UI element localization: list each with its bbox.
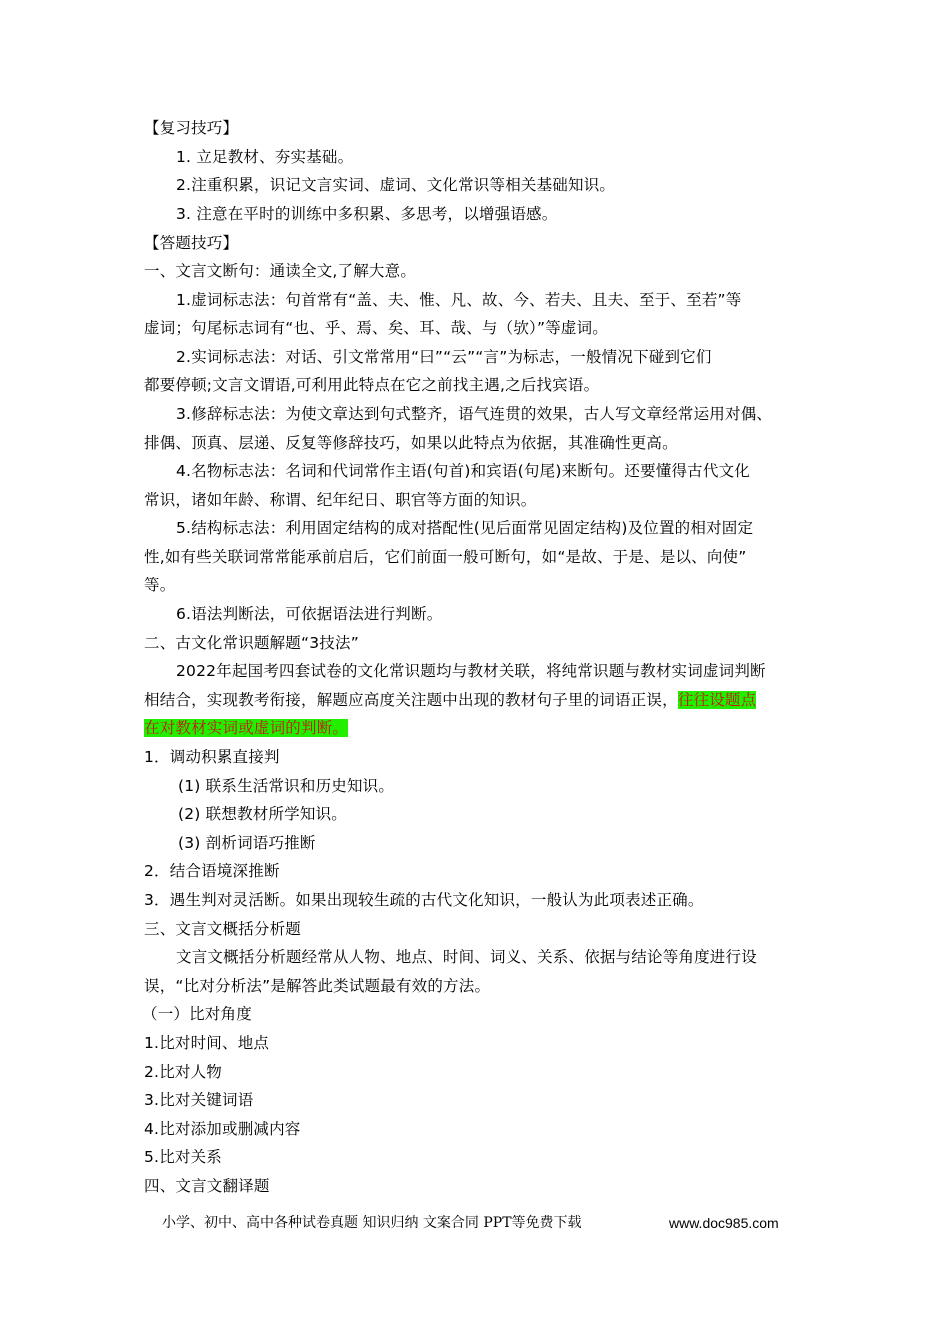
s1-p3-line-2: 排偶、顶真、层递、反复等修辞技巧，如果以此特点为依据，其准确性更高。: [144, 434, 678, 452]
s3-intro-line-1: 文言文概括分析题经常从人物、地点、时间、词义、关系、依据与结论等角度进行设: [176, 948, 757, 966]
review-item-2: 2.注重积累，识记文言实词、虚词、文化常识等相关基础知识。: [176, 176, 616, 194]
s3-item-3: 3.比对关键词语: [144, 1091, 254, 1109]
section-1-title: 一、文言文断句：通读全文,了解大意。: [144, 262, 417, 280]
answer-heading: 【答题技巧】: [144, 234, 239, 252]
s2-method-1: 1．调动积累直接判: [144, 748, 280, 766]
s2-intro-line-1: 2022年起国考四套试卷的文化常识题均与教材关联，将纯常识题与教材实词虚词判断: [176, 662, 766, 680]
s2-intro-line-3: [144, 718, 348, 738]
s3-item-5: 5.比对关系: [144, 1148, 222, 1166]
section-4-title: 四、文言文翻译题: [144, 1177, 270, 1195]
s1-p5-line-1: 5.结构标志法：利用固定结构的成对搭配性(见后面常见固定结构)及位置的相对固定: [176, 519, 754, 537]
s1-p3-line-1: 3.修辞标志法：为使文章达到句式整齐，语气连贯的效果，古人写文章经常运用对偶、: [176, 405, 773, 423]
s3-item-1: 1.比对时间、地点: [144, 1034, 270, 1052]
section-3-title: 三、文言文概括分析题: [144, 920, 302, 938]
s2-intro-line-2: [144, 690, 756, 710]
s2-method-1-sub-1: (1) 联系生活常识和历史知识。: [178, 777, 395, 795]
s3-intro-line-2: 误，“比对分析法”是解答此类试题最有效的方法。: [144, 977, 491, 995]
highlighted-text: 在对教材实词或虚词的判断。: [144, 719, 349, 737]
section-2-title: 二、古文化常识题解题“3技法”: [144, 634, 359, 652]
s1-p4-line-1: 4.名物标志法：名词和代词常作主语(句首)和宾语(句尾)来断句。还要懂得古代文化: [176, 462, 750, 480]
s1-p2-line-1: 2.实词标志法：对话、引文常常用“曰”“云”“言”为标志，一般情况下碰到它们: [176, 348, 712, 366]
highlighted-text: 往往设题点: [677, 691, 757, 709]
s2-method-3: 3．遇生判对灵活断。如果出现较生疏的古代文化知识，一般认为此项表述正确。: [144, 891, 704, 909]
s1-p5-line-2: 性,如有些关联词常常能承前启后，它们前面一般可断句，如“是故、于是、是以、向使”: [144, 548, 747, 566]
review-item-1: 1. 立足教材、夯实基础。: [176, 148, 354, 166]
s2-intro-text: 相结合，实现教考衔接，解题应高度关注题中出现的教材句子里的词语正误，: [144, 691, 678, 709]
s1-p1-line-1: 1.虚词标志法：句首常有“盖、夫、惟、凡、故、今、若夫、且夫、至于、至若”等: [176, 291, 742, 309]
review-item-3: 3. 注意在平时的训练中多积累、多思考，以增强语感。: [176, 205, 558, 223]
s1-p1-line-2: 虚词；句尾标志词有“也、乎、焉、矣、耳、哉、与（欤）”等虚词。: [144, 319, 609, 337]
s1-p5-line-3: 等。: [144, 576, 176, 594]
s2-method-1-sub-3: (3) 剖析词语巧推断: [178, 834, 316, 852]
s3-subtitle: （一）比对角度: [142, 1005, 252, 1023]
s1-p4-line-2: 常识，诸如年龄、称谓、纪年纪日、职官等方面的知识。: [144, 491, 537, 509]
review-heading: 【复习技巧】: [144, 119, 239, 137]
s2-method-2: 2．结合语境深推断: [144, 862, 280, 880]
footer-url[interactable]: www.doc985.com: [669, 1215, 779, 1231]
s3-item-4: 4.比对添加或删减内容: [144, 1120, 301, 1138]
footer-text: 小学、初中、高中各种试卷真题 知识归纳 文案合同 PPT等免费下载: [162, 1215, 582, 1231]
s2-method-1-sub-2: (2) 联想教材所学知识。: [178, 805, 347, 823]
s1-p6: 6.语法判断法，可依据语法进行判断。: [176, 605, 443, 623]
s1-p2-line-2: 都要停顿;文言文谓语,可利用此特点在它之前找主遇,之后找宾语。: [144, 376, 600, 394]
s3-item-2: 2.比对人物: [144, 1063, 222, 1081]
